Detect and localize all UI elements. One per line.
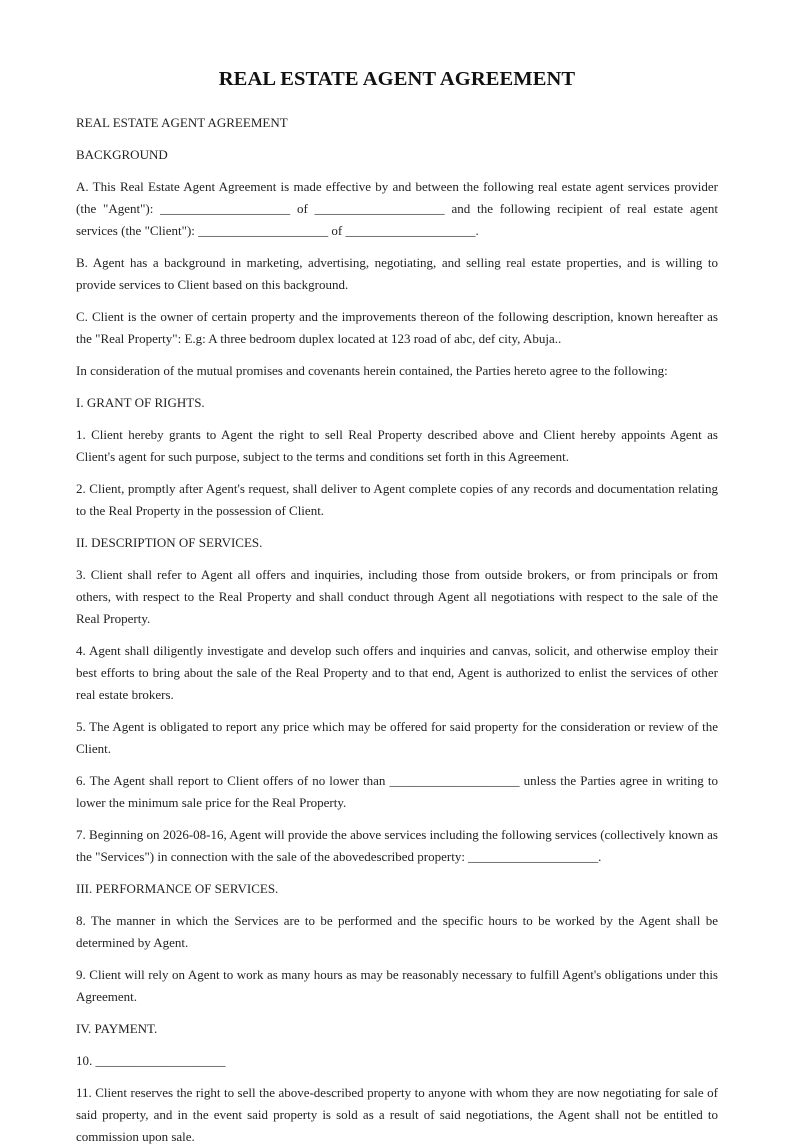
clause-10: 10. ____________________ [76,1053,226,1068]
clause-5: 5. The Agent is obligated to report any price which may be offered for said property for the consideration or review of the Client. [76,719,718,756]
clause-3: 3. Client shall refer to Agent all offers and inquiries, including those from outside brokers, or from principals or from others, with respect to the Real Property and shall conduct through Agent all negotiations with respect to the sale of the Real Property. [76,567,718,626]
clause-11: 11. Client reserves the right to sell the above-described property to anyone with whom they are now negotiating for sale of said property, and in the event said property is sold as a result of said negotiations, the Agent shall not be entitled to commission upon sale. [76,1085,718,1144]
section-heading-performance-of-services: III. PERFORMANCE OF SERVICES. [76,881,279,896]
clause-1: 1. Client hereby grants to Agent the right to sell Real Property described above and Client hereby appoints Agent as Client's agent for such purpose, subject to the terms and conditions set forth in this Agreement. [76,427,718,464]
paragraph-c-real-property: C. Client is the owner of certain property and the improvements thereon of the following description, known hereafter as the "Real Property": E.g: A three bedroom duplex located at 123 road of abc, def city, Abuja.. [76,309,718,346]
section-heading-description-of-services: II. DESCRIPTION OF SERVICES. [76,535,263,550]
section-heading-payment: IV. PAYMENT. [76,1021,158,1036]
section-heading-background: BACKGROUND [76,147,168,162]
document-subtitle: REAL ESTATE AGENT AGREEMENT [76,115,288,130]
paragraph-b-agent-background: B. Agent has a background in marketing, advertising, negotiating, and selling real estate properties, and is willing to provide services to Client based on this background. [76,255,718,292]
section-heading-grant-of-rights: I. GRANT OF RIGHTS. [76,395,205,410]
clause-6: 6. The Agent shall report to Client offers of no lower than ____________________ unless the Parties agree in writing to lower the minimum sale price for the Real Property. [76,773,718,810]
clause-8: 8. The manner in which the Services are to be performed and the specific hours to be worked by the Agent shall be determined by Agent. [76,913,718,950]
clause-2: 2. Client, promptly after Agent's request, shall deliver to Agent complete copies of any records and documentation relating to the Real Property in the possession of Client. [76,481,718,518]
paragraph-a-parties: A. This Real Estate Agent Agreement is made effective by and between the following real estate agent services provider (the "Agent"): ____________________ of ____________________ and the following recipient of real estate agent services (the "Client"): ____________________ of ____________________. [76,179,718,238]
paragraph-consideration: In consideration of the mutual promises and covenants herein contained, the Parties hereto agree to the following: [76,363,668,378]
clause-7: 7. Beginning on 2026-08-16, Agent will provide the above services including the following services (collectively known as the "Services") in connection with the sale of the abovedescribed property: ____________________. [76,827,718,864]
clause-4: 4. Agent shall diligently investigate and develop such offers and inquiries and canvas, solicit, and otherwise employ their best efforts to bring about the sale of the Real Property and to that end, Agent is authorized to enlist the services of other real estate brokers. [76,643,718,702]
document-title: REAL ESTATE AGENT AGREEMENT [218,68,576,90]
clause-9: 9. Client will rely on Agent to work as many hours as may be reasonably necessary to fulfill Agent's obligations under this Agreement. [76,967,718,1004]
